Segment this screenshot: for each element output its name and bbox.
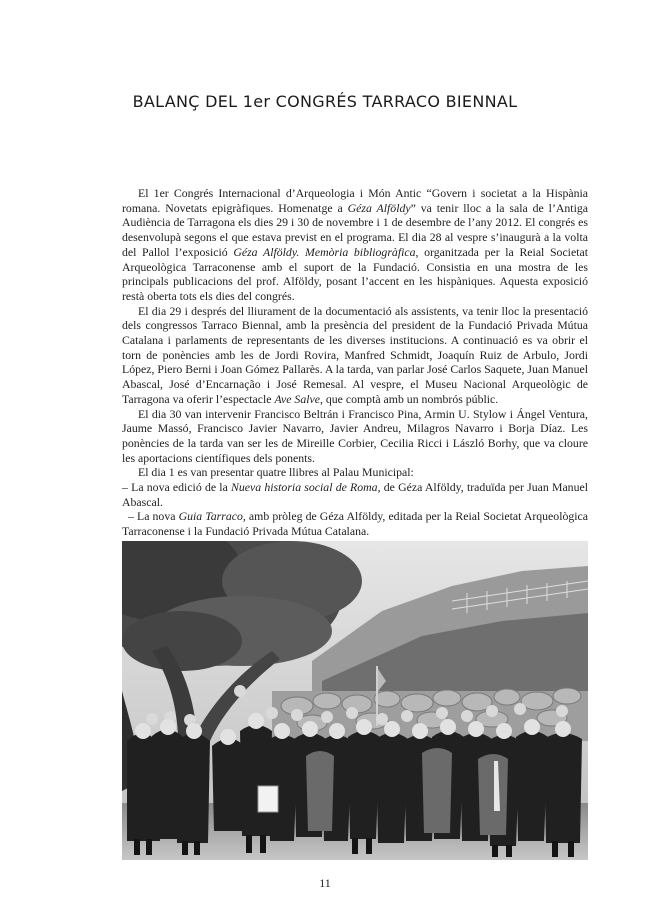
item-text: – La nova edició de la <box>122 480 232 495</box>
page-number: 11 <box>319 876 331 890</box>
show-title: Ave Salve <box>274 391 320 406</box>
item-text: , amb pròleg de Géza Alföldy, editada per la Reial Societat Arqueològica Tarraconense i la Fundació Privada Mútua Catalana. <box>122 509 589 539</box>
paragraph-congress-overview <box>122 186 588 304</box>
paragraph-day-29 <box>122 304 588 407</box>
italic-text: Géza Alföldy <box>347 200 411 215</box>
book-item-1 <box>122 480 588 509</box>
book-title: Guia Tarraco <box>178 509 243 524</box>
book-item-2 <box>122 509 588 538</box>
group-photo-image <box>122 541 588 860</box>
paragraph-text: El 1er Congrés Internacional d’Arqueologia i Món Antic “Govern i societat a la Hispània romana. Novetats epigràfiques. Homenatge a <box>122 186 588 215</box>
item-text: , de Géza Alföldy, traduïda per Juan Manuel Abascal. <box>122 480 588 509</box>
book-title: Nueva historia social de Roma <box>231 480 378 495</box>
paragraph-day-1: El dia 1 es van presentar quatre llibres al Palau Municipal: <box>138 465 414 480</box>
paragraph-text: , organitzada per la Reial Societat Arqueològica Tarraconense amb el suport de la Fundació. Consistia en una mostra de les principals publicacions del prof. Alföldy, posant l’accent en les hispàniques. Aquesta exposició restà oberta tots els dies del congrés. <box>122 244 588 303</box>
group-photo <box>122 541 588 860</box>
paragraph-text: El dia 29 i després del lliurament de la documentació als assistents, va tenir lloc la presentació dels congressos Tarraco Biennal, amb la presència del president de la Fundació Privada Mútua Catalana i parlaments de representants de les diverses institucions. A continuació es va obrir el torn de ponències amb les de Jordi Rovira, Manfred Schmidt, Joaquín Ruiz de Arbulo, Jordi López, Piero Berni i Joan Gómez Pallarès. A la tarda, van parlar José Carlos Saquete, Juan Manuel Abascal, José d’Encarnação i José Remesal. Al vespre, el Museu Nacional Arqueològic de Tarragona va oferir l’espectacle <box>122 303 588 406</box>
item-text: – La nova <box>128 509 179 524</box>
paragraph-text: , que comptà amb un nombrós públic. <box>319 391 499 406</box>
paragraph-day-30: El dia 30 van intervenir Francisco Beltrán i Francisco Pina, Armin U. Stylow i Ángel Ventura, Jaume Massó, Francisco Javier Navarro, Javier Andreu, Milagros Navarro i Borja Díaz. Les ponències de la tarda van ser les de Mireille Corbier, Cecilia Ricci i László Borhy, que va cloure les aportacions científiques dels ponents. <box>122 406 588 465</box>
page-title: BALANÇ DEL 1er CONGRÉS TARRACO BIENNAL <box>132 92 518 111</box>
exhibition-title: Géza Alföldy. Memòria bibliogràfica <box>233 244 416 259</box>
paragraph-text: ” va tenir lloc a la sala de l’Antiga Audiència de Tarragona els dies 29 i 30 de novembre i 1 de desembre de l’any 2012. El congrés es desenvolupà segons el que estava previst en el programa. El dia 28 al vespre s’inaugurà a la volta del Pallol l’exposició <box>122 200 588 259</box>
article-body <box>122 186 588 539</box>
